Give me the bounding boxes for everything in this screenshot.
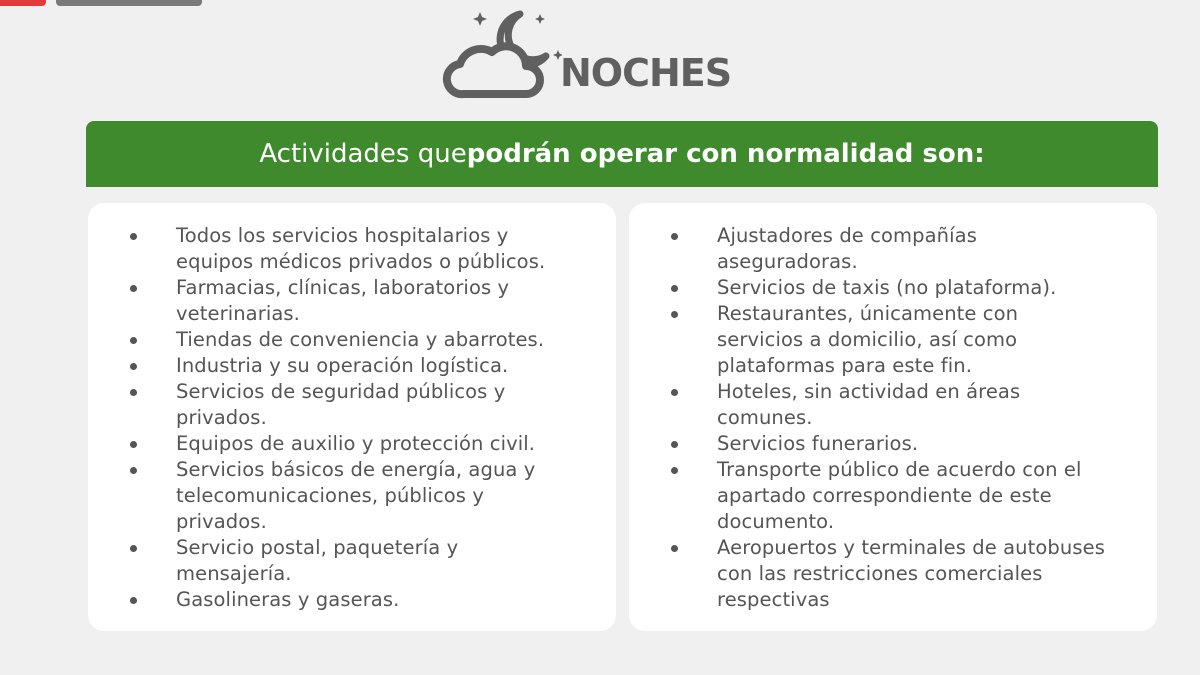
- list-item-line: apartado correspondiente de este: [717, 484, 1052, 507]
- list-item-line: con las restricciones comerciales: [717, 562, 1043, 585]
- list-item-line: comunes.: [717, 406, 813, 429]
- list-item-line: Farmacias, clínicas, laboratorios y: [176, 276, 510, 299]
- page-header: [440, 6, 770, 106]
- browser-tab-gray: [56, 0, 202, 6]
- bullet-icon: [130, 285, 137, 292]
- bullet-icon: [671, 233, 678, 240]
- bullet-icon: [671, 311, 678, 318]
- list-item: [128, 327, 608, 353]
- list-item: [128, 457, 608, 535]
- section-banner: [86, 121, 1158, 187]
- list-item-line: respectivas: [717, 588, 830, 611]
- list-item-line: Servicios de seguridad públicos y: [176, 380, 506, 403]
- list-item: [128, 535, 608, 587]
- list-item-line: Equipos de auxilio y protección civil.: [176, 432, 536, 455]
- activities-card-left: [88, 203, 616, 631]
- list-item: [669, 431, 1149, 457]
- list-item-line: Todos los servicios hospitalarios y: [176, 224, 509, 247]
- bullet-icon: [671, 441, 678, 448]
- activities-list-right: [669, 223, 1149, 613]
- list-item: [128, 587, 608, 613]
- bullet-icon: [130, 597, 137, 604]
- list-item-line: Industria y su operación logística.: [176, 354, 509, 377]
- bullet-icon: [130, 337, 137, 344]
- browser-tab-red: [0, 0, 46, 6]
- list-item-line: equipos médicos privados o públicos.: [176, 250, 546, 273]
- list-item-line: mensajería.: [176, 562, 292, 585]
- bullet-icon: [130, 467, 137, 474]
- list-item: [128, 275, 608, 327]
- bullet-icon: [671, 389, 678, 396]
- list-item: [128, 353, 608, 379]
- list-item: [669, 223, 1149, 275]
- list-item-line: Aeropuertos y terminales de autobuses: [717, 536, 1105, 559]
- moon-cloud-icon: [442, 6, 562, 102]
- bullet-icon: [671, 545, 678, 552]
- bullet-icon: [130, 545, 137, 552]
- list-item-line: Servicios de taxis (no plataforma).: [717, 276, 1057, 299]
- list-item: [669, 535, 1149, 613]
- list-item-line: privados.: [176, 510, 267, 533]
- list-item: [669, 275, 1149, 301]
- bullet-icon: [130, 233, 137, 240]
- list-item: [669, 379, 1149, 431]
- list-item-line: Gasolineras y gaseras.: [176, 588, 400, 611]
- list-item-line: documento.: [717, 510, 835, 533]
- list-item-line: Servicios básicos de energía, agua y: [176, 458, 536, 481]
- bullet-icon: [130, 441, 137, 448]
- list-item-line: plataformas para este fin.: [717, 354, 973, 377]
- list-item: [128, 379, 608, 431]
- list-item-line: Hoteles, sin actividad en áreas: [717, 380, 1021, 403]
- list-item: [128, 431, 608, 457]
- list-item-line: telecomunicaciones, públicos y: [176, 484, 484, 507]
- banner-text-bold: podrán operar con normalidad son:: [466, 139, 985, 169]
- activities-list-left: [128, 223, 608, 613]
- bullet-icon: [671, 285, 678, 292]
- list-item-line: Servicio postal, paquetería y: [176, 536, 459, 559]
- list-item-line: Restaurantes, únicamente con: [717, 302, 1019, 325]
- bullet-icon: [130, 389, 137, 396]
- banner-text-light: Actividades que: [259, 139, 467, 169]
- list-item: [669, 457, 1149, 535]
- list-item-line: Tiendas de conveniencia y abarrotes.: [176, 328, 545, 351]
- list-item-line: privados.: [176, 406, 267, 429]
- activities-card-right: [629, 203, 1157, 631]
- bullet-icon: [130, 363, 137, 370]
- list-item-line: servicios a domicilio, así como: [717, 328, 1018, 351]
- list-item: [128, 223, 608, 275]
- list-item-line: Ajustadores de compañías: [717, 224, 977, 247]
- list-item: [669, 301, 1149, 379]
- list-item-line: Transporte público de acuerdo con el: [717, 458, 1082, 481]
- list-item-line: Servicios funerarios.: [717, 432, 919, 455]
- bullet-icon: [671, 467, 678, 474]
- list-item-line: aseguradoras.: [717, 250, 858, 273]
- page-title: NOCHES: [560, 51, 732, 95]
- list-item-line: veterinarias.: [176, 302, 300, 325]
